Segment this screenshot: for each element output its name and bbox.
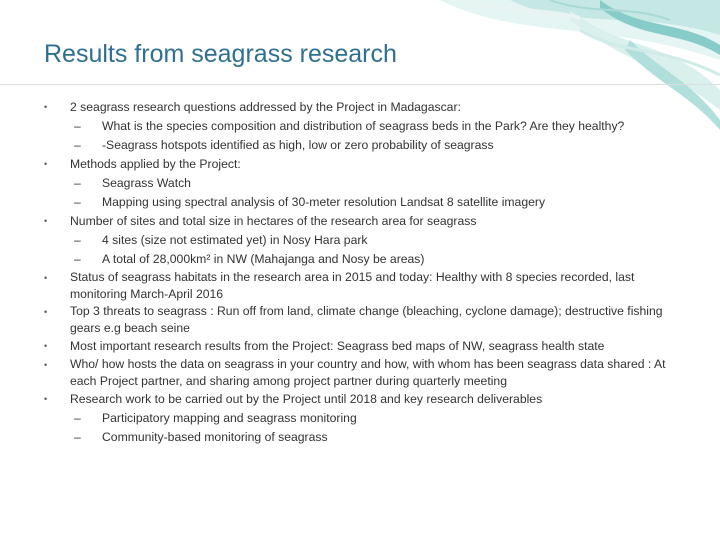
bullet-text: Methods applied by the Project: [70, 157, 241, 171]
bullet-item [44, 356, 684, 390]
sub-bullet-text: Community-based monitoring of seagrass [102, 430, 328, 444]
sub-bullet-item [44, 193, 684, 212]
bullet-text: Top 3 threats to seagrass : Run off from land, climate change (bleaching, cyclone damage); destructive fishing gears e.g beach seine [70, 304, 663, 335]
sub-bullet-item [44, 174, 684, 193]
bullet-icon: • [44, 159, 48, 169]
bullet-icon: • [44, 307, 48, 317]
bullet-item [44, 390, 684, 409]
bullet-item [44, 337, 684, 356]
dash-icon: – [74, 176, 81, 190]
bullet-text: Status of seagrass habitats in the research area in 2015 and today: Healthy with 8 species recorded, last monitoring March-April 2016 [70, 270, 635, 301]
sub-bullet-text: Seagrass Watch [102, 176, 191, 190]
dash-icon: – [74, 119, 81, 133]
bullet-text: Who/ how hosts the data on seagrass in your country and how, with whom has been seagrass data shared : At each Project partner, and sharing among project partner during quarterly meeting [70, 357, 666, 388]
slide-title: Results from seagrass research [44, 40, 397, 68]
dash-icon: – [74, 233, 81, 247]
dash-icon: – [74, 430, 81, 444]
sub-bullet-item [44, 409, 684, 428]
dash-icon: – [74, 252, 81, 266]
bullet-item [44, 269, 684, 303]
bullet-list [44, 98, 684, 447]
bullet-icon: • [44, 216, 48, 226]
bullet-item [44, 98, 684, 117]
bullet-icon: • [44, 394, 48, 404]
bullet-icon: • [44, 102, 48, 112]
sub-bullet-text: Participatory mapping and seagrass monitoring [102, 411, 357, 425]
dash-icon: – [74, 195, 81, 209]
sub-bullet-text: Mapping using spectral analysis of 30-meter resolution Landsat 8 satellite imagery [102, 195, 546, 209]
sub-bullet-text: -Seagrass hotspots identified as high, low or zero probability of seagrass [102, 138, 494, 152]
sub-bullet-item [44, 117, 684, 136]
sub-bullet-item [44, 428, 684, 447]
bullet-icon: • [44, 273, 48, 283]
bullet-text: Number of sites and total size in hectares of the research area for seagrass [70, 214, 477, 228]
sub-bullet-text: 4 sites (size not estimated yet) in Nosy Hara park [102, 233, 368, 247]
sub-bullet-text: A total of 28,000km² in NW (Mahajanga and Nosy be areas) [102, 252, 425, 266]
bullet-text: Research work to be carried out by the Project until 2018 and key research deliverables [70, 392, 543, 406]
sub-bullet-item [44, 250, 684, 269]
sub-bullet-item [44, 136, 684, 155]
dash-icon: – [74, 411, 81, 425]
sub-bullet-item [44, 231, 684, 250]
bullet-text: Most important research results from the Project: Seagrass bed maps of NW, seagrass health state [70, 339, 605, 353]
dash-icon: – [74, 138, 81, 152]
bullet-icon: • [44, 341, 48, 351]
bullet-icon: • [44, 360, 48, 370]
bullet-text: 2 seagrass research questions addressed by the Project in Madagascar: [70, 100, 461, 114]
sub-bullet-text: What is the species composition and distribution of seagrass beds in the Park? Are they healthy? [102, 119, 625, 133]
bullet-item [44, 155, 684, 174]
bullet-item [44, 212, 684, 231]
title-divider [0, 84, 720, 85]
bullet-item [44, 303, 684, 337]
